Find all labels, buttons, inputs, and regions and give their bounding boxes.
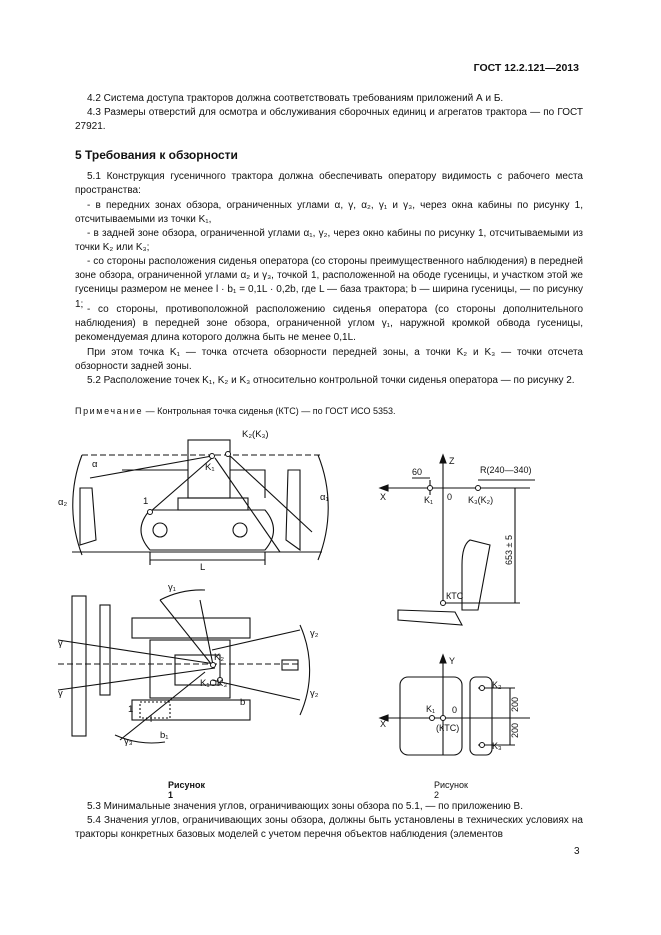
label-dim60: 60 — [412, 467, 423, 477]
label-kts-paren: (КТС) — [436, 723, 460, 733]
label-origin-bottom: 0 — [452, 705, 458, 715]
label-b1: b₁ — [160, 730, 169, 741]
label-dim200a: 200 — [510, 696, 520, 712]
label-point1-plan: 1 — [128, 704, 134, 715]
label-z: Z — [449, 456, 455, 466]
label-k1ok3: K₁OK₃ — [200, 678, 228, 689]
label-b: b — [240, 697, 246, 708]
label-gamma-top: γ — [58, 638, 63, 649]
paragraph-4-2: 4.2 Система доступа тракторов должна соответствовать требованиям приложений А и Б. — [87, 93, 504, 104]
label-kts: КТС — [446, 591, 464, 601]
label-gamma2-top: γ₂ — [310, 628, 319, 639]
label-radius: R(240—340) — [480, 465, 532, 475]
figure-1-caption: Рисунок 1 — [168, 780, 205, 800]
label-dim653: 653 ± 5 — [504, 535, 514, 565]
label-alpha: α — [92, 459, 98, 470]
label-k2k3: K₂(K₃) — [242, 429, 269, 440]
label-point1: 1 — [143, 496, 149, 507]
section-heading-5: 5 Требования к обзорности — [75, 148, 238, 162]
note-label: Примечание — [75, 406, 144, 416]
label-x-top: X — [380, 492, 387, 502]
label-k2-bottom: K₂ — [492, 680, 502, 690]
label-k1-top: K₁ — [424, 495, 434, 505]
label-gamma2: γ₂ — [310, 688, 319, 699]
label-k1-bottom: K₁ — [426, 704, 436, 714]
label-k3-bottom: K₃ — [492, 741, 502, 751]
label-gamma3: γ₃ — [124, 736, 133, 747]
label-dim200b: 200 — [510, 722, 520, 738]
bullet-opposite-side: - со стороны, противоположной расположению сиденья оператора (со стороны дополнительного наблюдения) в передней зоне обзора, ограниченной углом γ₁, наружной кромкой обвода гусеницы, рекомендуемая длина которого должна быть не менее 0,1L. — [75, 304, 583, 344]
label-origin-top: 0 — [447, 492, 453, 502]
bullet-rear-zone: - в задней зоне обзора, ограниченной углами α₁, γ₂, через окно кабины по рисунку 1, отсчитываемыми из точки K₂ или K₃; — [75, 228, 583, 254]
label-k1: K₁ — [205, 462, 215, 473]
bullet-front-zones: - в передних зонах обзора, ограниченных углами α, γ, α₂, γ₁ и γ₃, через окна кабины по рисунку 1, отсчитываемыми из точки K₁, — [75, 200, 583, 226]
label-y: Y — [449, 656, 456, 666]
label-alpha1: α₁ — [320, 492, 329, 503]
page-number: 3 — [574, 846, 580, 857]
label-alpha2: α₂ — [58, 497, 68, 508]
figure-2-caption: Рисунок 2 — [434, 780, 468, 800]
label-k3k2: K₃(K₂) — [468, 495, 494, 505]
label-L: L — [200, 562, 206, 573]
bullet-seat-side: - со стороны расположения сиденья оператора (со стороны преимущественного наблюдения) в передней зоне обзора, ограниченной углами α₂ и γ₃, точкой 1, расположенной на ободе гусеницы, и участком этой же гусеницы размером не менее l · b₁ = 0,1L · 0,2b, где L — база трактора; b — ширина гусеницы, — по рисунку 1; — [75, 256, 583, 310]
paragraph-5-3: 5.3 Минимальные значения углов, ограничивающих зоны обзора по 5.1, — по приложению В. — [87, 801, 523, 812]
label-k2-plan: K₂ — [214, 652, 225, 663]
paragraph-5-4: 5.4 Значения углов, ограничивающих зоны обзора, должны быть установлены в технических условиях на тракторы конкретных базовых моделей с учетом перечня объектов наблюдения (элементов — [75, 815, 583, 841]
label-gamma-bottom: γ — [58, 688, 63, 699]
label-l: l — [150, 714, 153, 725]
note-text: — Контрольная точка сиденья (КТС) — по ГОСТ ИСО 5353. — [143, 406, 396, 416]
paragraph-5-1-points: При этом точка K₁ — точка отсчета обзорности передней зоны, а точки K₂ и K₃ — точки отсчета обзорности задней зоны. — [75, 347, 583, 373]
label-x-bottom: X — [380, 719, 387, 729]
standard-header: ГОСТ 12.2.121—2013 — [473, 62, 579, 74]
label-gamma1: γ₁ — [168, 582, 176, 593]
paragraph-4-3: 4.3 Размеры отверстий для осмотра и обслуживания сборочных единиц и агрегатов трактора — по ГОСТ 27921. — [75, 107, 583, 133]
paragraph-5-1: 5.1 Конструкция гусеничного трактора должна обеспечивать оператору видимость с рабочего места пространства: — [75, 171, 583, 197]
paragraph-5-2: 5.2 Расположение точек K₁, K₂ и K₃ относительно контрольной точки сиденья оператора — по рисунку 2. — [87, 375, 575, 386]
